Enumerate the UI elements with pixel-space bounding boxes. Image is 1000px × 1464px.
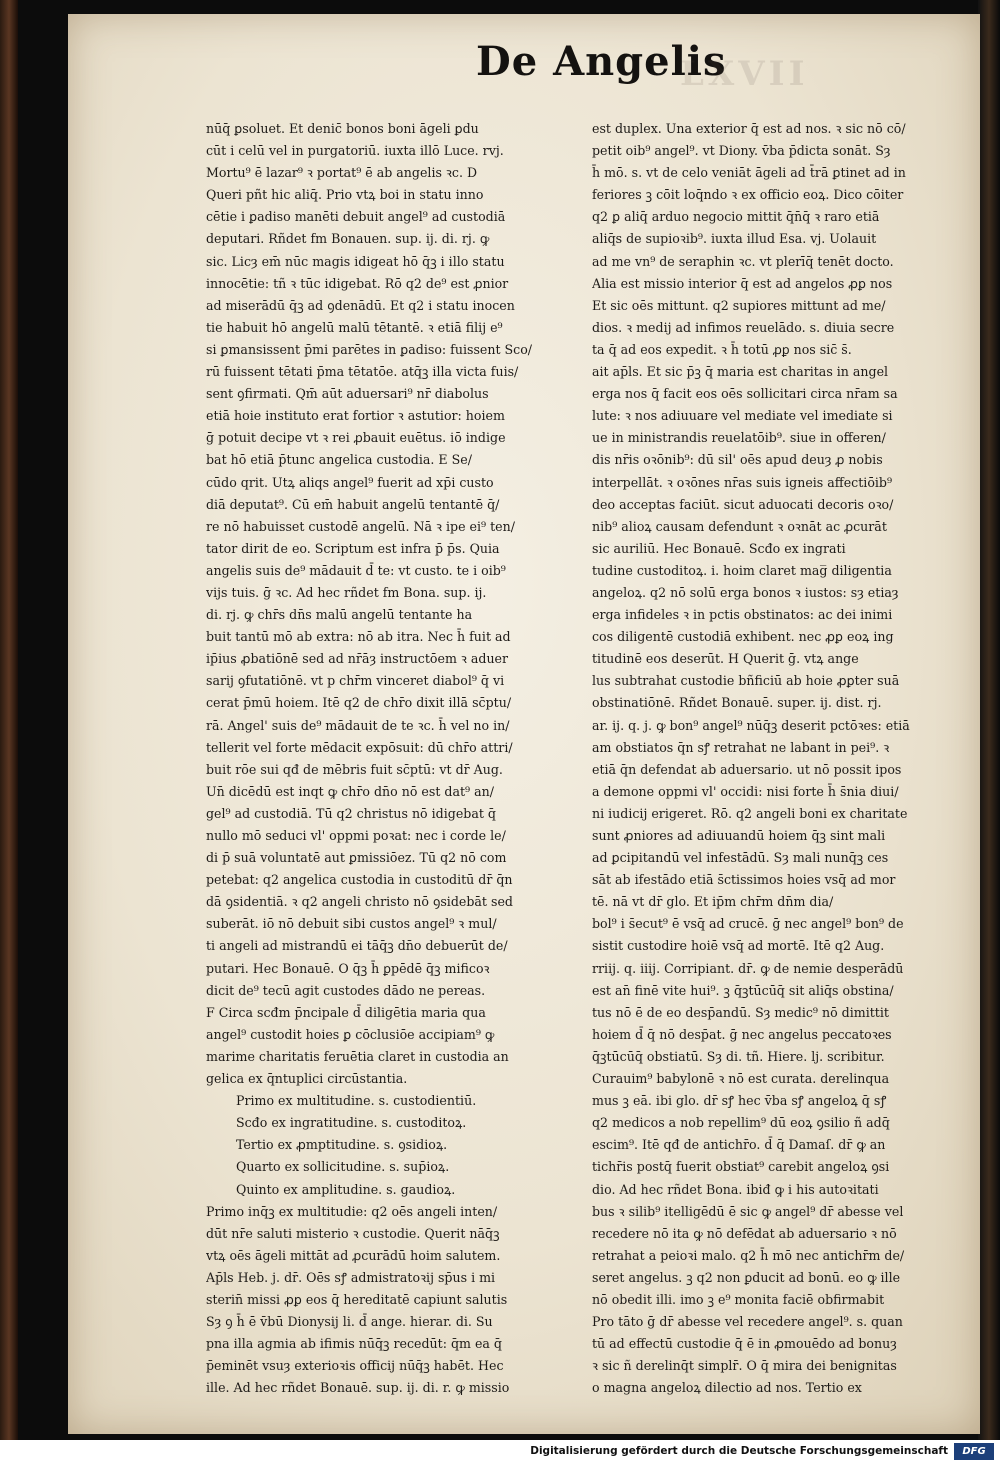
text-line: etiā hoie instituto erat fortior ꝛ astutior: hoiem (206, 408, 505, 424)
text-line: Pro tāto ḡ dr̄ abesse vel recedere angel⁹. s. quan (592, 1314, 903, 1330)
text-line: ti angeli ad mistrandū ei tāq̄ꝫ dn̄o debuerūt de/ (206, 938, 508, 954)
text-line: innocētie: tñ ꝛ tūc idigebat. Rō q2 de⁹ est ꝓnior (206, 275, 509, 291)
text-line: h̄ mō. s. vt de celo veniāt āgeli ad t̄rā ꝑtinet ad in (592, 165, 906, 181)
text-line: ille. Ad hec rñdet Bonauē. sup. ij. di. r. ꝙ missio (206, 1380, 510, 1396)
book-page (68, 14, 980, 1434)
text-line: sāt ab ifestādo etiā s̄ctissimos hoies vsq̄ ad mor (592, 872, 896, 888)
text-line: aliq̄s de supioꝛib⁹. iuxta illud Esa. vj. Uolauit (592, 231, 877, 247)
text-line: a demone oppmi vl' occidi: nisi forte h̄ s̄nia diui/ (592, 783, 899, 799)
text-line: ait ap̄ls. Et sic p̄ꝫ q̄ maria est charitas in angel (592, 364, 889, 380)
text-line: rā. Angel' suis de⁹ mādauit de te ꝛc. h̄ vel no in/ (206, 717, 510, 733)
text-line: diā deputat⁹. Cū em̄ habuit angelū tentantē q̄/ (206, 496, 500, 512)
text-column-left (206, 118, 578, 1399)
text-line: bus ꝛ silib⁹ itelligēdū ē sic ꝙ angel⁹ dr̄ abesse vel (592, 1203, 904, 1219)
text-line: titudinē eos deserūt. H Querit ḡ. vtꝝ ange (592, 651, 859, 667)
text-line: Alia est missio interior q̄ est ad angelos ꝓꝑ nos (592, 275, 893, 291)
text-line: deo acceptas faciūt. sicut aduocati decoris oꝛo/ (592, 496, 894, 512)
text-line: o magna angeloꝝ dilectio ad nos. Tertio ex (592, 1380, 862, 1396)
text-line: lus subtrahat custodie bñficiū ab hoie ꝓꝑter suā (592, 673, 900, 689)
text-line: interpellāt. ꝛ oꝛōnes nr̄as suis igneis affectiōib⁹ (592, 474, 893, 490)
text-line: vijs tuis. ḡ ꝛc. Ad hec rñdet fm Bona. sup. ij. (206, 584, 487, 600)
text-line: ḡ potuit decipe vt ꝛ rei ꝓbauit euētus. iō indige (206, 430, 506, 446)
text-line: erga infideles ꝛ in pctis obstinatos: ac dei inimi (592, 607, 893, 623)
text-line: sunt ꝓniores ad adiuuandū hoiem q̄ꝫ sint mali (592, 828, 886, 843)
text-line: seret angelus. ꝫ q2 non ꝑducit ad bonū. eo ꝙ ille (592, 1269, 901, 1285)
funding-credit: Digitalisierung gefördert durch die Deutsche Forschungsgemeinschaft (530, 1445, 948, 1457)
text-line: ta q̄ ad eos expedit. ꝛ h̄ totū ꝓꝑ nos sic̄ s̄. (592, 341, 852, 357)
text-line: nib⁹ alioꝝ causam defendunt ꝛ oꝛnāt ac ꝓcurāt (592, 518, 887, 534)
text-line: nullo mō seduci vl' oppmi poꝛat: nec i corde le/ (206, 828, 506, 843)
text-line: Curauim⁹ babylonē ꝛ nō est curata. derelinqua (592, 1071, 890, 1087)
text-line: dios. ꝛ medij ad infimos reuelādo. s. diuia secre (592, 319, 895, 335)
text-line: Sȝ ꝯ h̄ ē v̄bū Dionysij li. d̄ ange. hierar. di. Su (206, 1314, 493, 1330)
text-line: Scđo ex ingratitudine. s. custoditoꝝ. (236, 1115, 467, 1131)
text-line: sic auriliū. Hec Bonauē. Scđo ex ingrati (592, 540, 846, 556)
text-line: si ꝑmansissent p̄mi parētes in ꝑadiso: fuissent Sco/ (206, 341, 533, 357)
book-spine-edge (0, 0, 18, 1440)
text-line: ip̄ius ꝓbatiōnē sed ad nr̄āȝ instructōem ꝛ aduer (206, 651, 509, 667)
text-line: ar. ij. q. j. ꝙ bon⁹ angel⁹ nūq̄ꝫ deserit pctōꝛes: etiā (592, 717, 910, 733)
text-line: cerat p̄mū hoiem. Itē q2 de chr̄o dixit illā sc̄ptu/ (206, 695, 512, 711)
text-line: est duplex. Una exterior q̄ est ad nos. ꝛ sic nō cō/ (592, 121, 906, 136)
text-line: tator dirit de eo. Scriptum est infra p̄ p̄s. Quia (206, 540, 500, 556)
text-line: nō obedit illi. imo ꝫ e⁹ monita faciē obfirmabit (592, 1291, 885, 1307)
text-line: putari. Hec Bonauē. O q̄ꝫ h̄ ꝑpēdē q̄ꝫ mificoꝛ (206, 960, 490, 976)
text-line: Tertio ex ꝓmptitudine. s. ꝯsidioꝝ. (236, 1137, 448, 1153)
text-line: di. rj. ꝙ chr̄s dn̄s malū angelū tentante ha (206, 607, 473, 623)
text-line: Primo ex multitudine. s. custodientiū. (236, 1093, 477, 1109)
text-line: vtꝝ oēs āgeli mittāt ad ꝓcurādū hoim salutem. (206, 1247, 501, 1263)
text-line: pna illa agmia ab ifimis nūq̄ꝫ recedūt: q̄m ea q̄ (206, 1336, 502, 1352)
text-line: Un̄ dicēdū est inqt ꝙ chr̄o dn̄o nō est dat⁹ an/ (206, 783, 494, 799)
text-line: p̄eminēt vsuȝ exterioꝛis officij nūq̄ꝫ habēt. Hec (206, 1358, 504, 1374)
text-line: ꝛ sic ñ derelinq̄t simplr̄. O q̄ mira dei benignitas (592, 1358, 897, 1374)
text-line: Primo inq̄ꝫ ex multitudie: q2 oēs angeli inten/ (206, 1203, 498, 1219)
text-line: ad me vn⁹ de seraphin ꝛc. vt plerīq̄ tenēt docto. (592, 253, 894, 269)
text-line: recedere nō ita ꝙ nō defēdat ab aduersario ꝛ nō (592, 1225, 897, 1241)
text-column-right (592, 118, 964, 1399)
text-line: tellerit vel forte mēdacit expōsuit: dū chr̄o attri/ (206, 739, 513, 755)
text-line: cūdo qrit. Utꝝ aliqs angel⁹ fuerit ad xp̄i custo (206, 474, 494, 490)
text-line: petebat: q2 angelica custodia in custoditū dr̄ q̄n (206, 872, 513, 888)
text-line: sterin̄ missi ꝓꝑ eos q̄ hereditatē capiunt salutis (206, 1291, 508, 1307)
text-line: sent ꝯfirmati. Qm̄ aūt aduersari⁹ nr̄ diabolus (206, 386, 489, 402)
text-line: sic. Licȝ em̄ nūc magis idigeat hō q̄ꝫ i illo statu (206, 253, 505, 269)
text-line: q2 ꝑ aliq̄ arduo negocio mittit q̄n̄q̄ ꝛ raro etiā (592, 209, 880, 225)
text-line: erga nos q̄ facit eos oēs sollicitari circa nr̄am sa (592, 386, 898, 402)
text-line: sarij ꝯfutatiōnē. vt p chr̄m vinceret diabol⁹ q̄ vi (206, 673, 505, 689)
text-line: dūt nr̄e saluti misterio ꝛ custodie. Querit nāq̄ꝫ (206, 1225, 500, 1241)
text-line: obstinatiōnē. Rñdet Bonauē. super. ij. dist. rj. (592, 695, 882, 711)
text-line: tū ad effectū custodie q̄ ē in ꝓmouēdo ad bonuȝ (592, 1336, 897, 1352)
text-line: di p̄ suā voluntatē aut ꝑmissiōez. Tū q2 nō com (206, 850, 507, 866)
text-line: sistit custodire hoiē vsq̄ ad mortē. Itē q2 Aug. (592, 938, 885, 954)
text-line: Queri pñt hic aliq̄. Prio vtꝝ boi in statu inno (206, 187, 484, 203)
dfg-logo-icon: DFG (954, 1443, 994, 1460)
text-line: gel⁹ ad custodiā. Tū q2 christus nō idigebat q̄ (206, 805, 496, 821)
text-line: ad ꝑcipitandū vel infestādū. Sȝ mali nunq̄ꝫ ces (592, 850, 889, 866)
text-line: tie habuit hō angelū malū tētantē. ꝛ etiā filij e⁹ (206, 319, 503, 335)
footer-bar (0, 1440, 1000, 1464)
text-line: dis nr̄is oꝛōnib⁹: dū sil' oēs apud deuȝ ꝓ nobis (592, 452, 883, 468)
text-line: feriores ꝫ cōit loq̄ndo ꝛ ex officio eoꝝ. Dico cōiter (592, 187, 904, 203)
text-line: re nō habuisset custodē angelū. Nā ꝛ ipe ei⁹ ten/ (206, 518, 515, 534)
running-head-title: De Angelis (476, 38, 727, 85)
text-line: Et sic oēs mittunt. q2 supiores mittunt ad me/ (592, 297, 886, 313)
text-line: tichr̄is postq̄ fuerit obstiat⁹ carebit angeloꝝ ꝯsi (592, 1159, 890, 1175)
text-line: rū fuissent tētati p̄ma tētatōe. atq̄ꝫ illa victa fuis/ (206, 364, 519, 380)
text-line: mus ꝫ eā. ibi glo. dr̄ sꝭ hec v̄ba sꝭ angeloꝝ q̄ sꝭ (592, 1093, 887, 1109)
text-line: lute: ꝛ nos adiuuare vel mediate vel imediate si (592, 408, 893, 424)
text-line: cētie i ꝑadiso manēti debuit angel⁹ ad custodiā (206, 209, 506, 225)
text-line: suberāt. iō nō debuit sibi custos angel⁹ ꝛ mul/ (206, 916, 497, 932)
text-line: F Circa scđm p̄ncipale d̄ diligētia maria qua (206, 1004, 486, 1020)
text-line: Quinto ex amplitudine. s. gaudioꝝ. (236, 1181, 456, 1197)
text-line: angelis suis de⁹ mādauit d̄ te: vt custo. te i oib⁹ (206, 562, 506, 578)
text-line: ad miserādū q̄ꝫ ad ꝯdenādū. Et q2 i statu inocen (206, 297, 515, 313)
text-line: est an̄ finē vite hui⁹. ꝫ q̄ꝫtūcūq̄ sit aliq̄s obstina/ (592, 982, 894, 998)
text-line: Mortu⁹ ē lazar⁹ ꝛ portat⁹ ē ab angelis ꝛc. D (206, 165, 478, 181)
text-line: petit oib⁹ angel⁹. vt Diony. v̄ba p̄dicta sonāt. Sȝ (592, 143, 891, 159)
text-line: bat hō etiā p̄tunc angelica custodia. E Se/ (206, 452, 472, 468)
text-line: deputari. Rñdet fm Bonauen. sup. ij. di. rj. ꝙ (206, 231, 490, 247)
text-line: dio. Ad hec rñdet Bona. ibiđ ꝙ i his autoꝛitati (592, 1181, 879, 1197)
text-line: am obstiatos q̄n sꝭ retrahat ne labant in pei⁹. ꝛ (592, 739, 890, 755)
text-line: cūt i celū vel in purgatoriū. iuxta illō Luce. rvj. (206, 143, 504, 159)
text-line: dā ꝯsidentiā. ꝛ q2 angeli christo nō ꝯsidebāt sed (206, 894, 513, 910)
text-line: retrahat a peioꝛi malo. q2 h̄ mō nec antichr̄m de/ (592, 1247, 905, 1263)
text-line: tudine custoditoꝝ. i. hoim claret mag̅ diligentia (592, 562, 892, 578)
text-line: bol⁹ i s̄ecut⁹ ē vsq̄ ad crucē. ḡ nec angel⁹ bon⁹ de (592, 916, 904, 932)
text-line: rriij. q. iiij. Corripiant. dr̄. ꝙ de nemie desperādū (592, 960, 904, 976)
text-line: Quarto ex sollicitudine. s. sup̄ioꝝ. (236, 1159, 450, 1175)
book-cover-edge (978, 0, 1000, 1440)
text-line: cos diligentē custodiā exhibent. nec ꝓꝑ eoꝝ ing (592, 629, 894, 645)
text-line: escim⁹. Itē qđ de antichr̄o. d̄ q̄ Damaſ. dr̄ ꝙ an (592, 1137, 886, 1153)
text-line: angeloꝝ. q2 nō solū erga bonos ꝛ iustos: sȝ etiaȝ (592, 584, 899, 600)
ghost-foliation-bleedthrough: LXVII (680, 54, 809, 94)
text-line: angel⁹ custodit hoies ꝑ cōclusiōe accipiam⁹ ꝙ (206, 1026, 495, 1042)
text-line: tē. nā vt dr̄ glo. Et ip̄m chr̄m dn̄m dia/ (592, 894, 834, 910)
text-line: buit rōe sui qđ de mēbris fuit sc̄ptū: vt dr̄ Aug. (206, 761, 503, 777)
text-line: marime charitatis feruētia claret in custodia an (206, 1048, 509, 1064)
text-line: tus nō ē de eo desp̄andū. Sȝ medic⁹ nō dimittit (592, 1004, 889, 1020)
text-line: hoiem d̄ q̄ nō desp̄at. ḡ nec angelus peccatoꝛes (592, 1026, 892, 1042)
text-line: etiā q̄n defendat ab aduersario. ut nō possit ipos (592, 761, 902, 777)
text-line: Ap̄ls Heb. j. dr̄. Oēs sꝭ admistratoꝛij sp̄us i mi (206, 1269, 496, 1285)
text-line: gelica ex q̄ntuplici circūstantia. (206, 1071, 408, 1087)
text-line: ni iudicij erigeret. Rō. q2 angeli boni ex charitate (592, 805, 908, 821)
text-line: dicit de⁹ tecū agit custodes dādo ne pereas. (206, 982, 486, 998)
text-line: nūq̄ ꝑsoluet. Et denic̄ bonos boni āgeli ꝑdu (206, 121, 479, 136)
text-line: q2 medicos a nob repellim⁹ dū eoꝝ ꝯsilio ñ adq̄ (592, 1115, 890, 1131)
text-line: q̄ꝫtūcūq̄ obstiatū. Sȝ di. tñ. Hiere. lj. scribitur. (592, 1048, 885, 1064)
text-line: ue in ministrandis reuelatōib⁹. siue in offeren/ (592, 430, 886, 446)
text-line: buit tantū mō ab extra: nō ab itra. Nec h̄ fuit ad (206, 629, 511, 645)
